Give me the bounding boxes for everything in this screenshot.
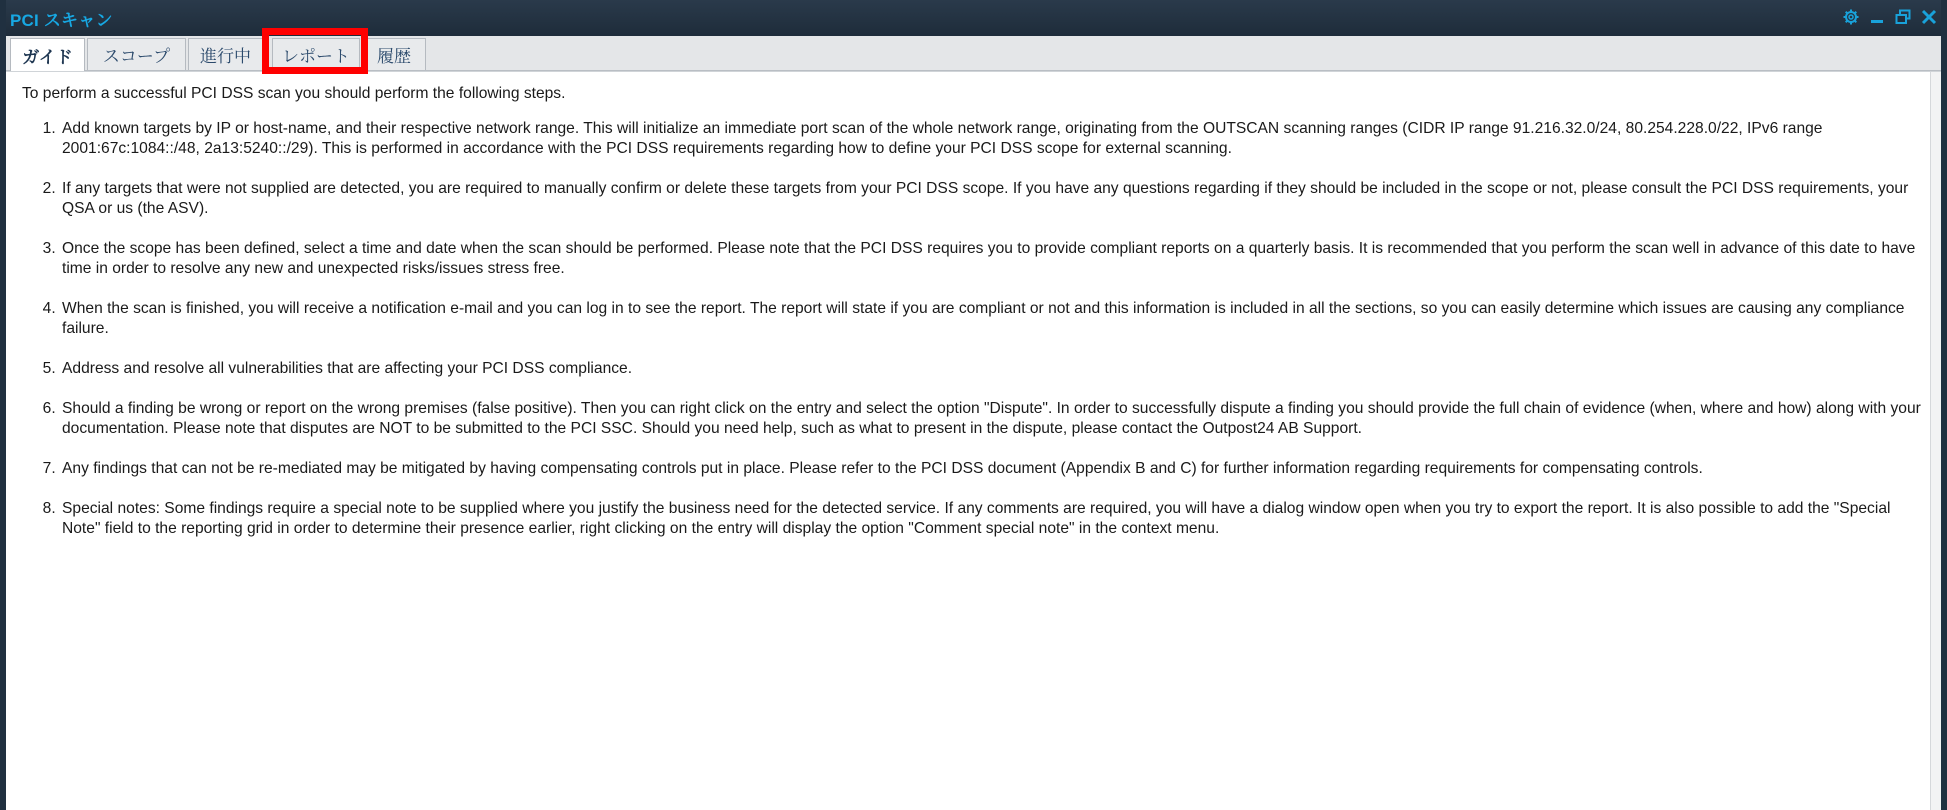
guide-intro: To perform a successful PCI DSS scan you should perform the following steps. <box>22 85 566 102</box>
guide-step: 8. Special notes: Some findings require a special note to be supplied where you justify the business need for the detected service. If any comments are required, you will have a dialog window open when you try to export the report. It is also possible to add the "Special Note" field to the reporting grid in order to determine their presence earlier, right clicking on the entry will display the option "Comment special note" in the context menu. <box>60 499 1928 539</box>
guide-step: 7. Any findings that can not be re-mediated may be mitigated by having compensating controls put in place. Please refer to the PCI DSS document (Appendix B and C) for further information regarding requirements for compensating controls. <box>60 459 1928 479</box>
guide-steps <box>22 119 1928 539</box>
window-title: PCI スキャン <box>10 10 113 30</box>
minimize-icon[interactable] <box>1867 6 1887 28</box>
guide-text <box>22 84 1928 559</box>
window-controls <box>1841 6 1939 28</box>
restore-icon[interactable] <box>1893 6 1913 28</box>
guide-step: 3. Once the scope has been defined, select a time and date when the scan should be performed. Please note that the PCI DSS requires you to provide compliant reports on a quarterly basis. It is recommended that you perform the scan well in advance of this date to have time in order to resolve any new and unexpected risks/issues stress free. <box>60 239 1928 279</box>
window-titlebar[interactable] <box>6 0 1941 36</box>
guide-step: 2. If any targets that were not supplied are detected, you are required to manually confirm or delete these targets from your PCI DSS scope. If you have any questions regarding if they should be included in the scope or not, please consult the PCI DSS requirements, your QSA or us (the ASV). <box>60 179 1928 219</box>
close-icon[interactable] <box>1919 6 1939 28</box>
tab-bar <box>6 36 1941 71</box>
guide-step: 5. Address and resolve all vulnerabilities that are affecting your PCI DSS compliance. <box>60 359 1928 379</box>
guide-step: 4. When the scan is finished, you will receive a notification e-mail and you can log in to see the report. The report will state if you are compliant or not and this information is included in all the sections, so you can easily determine which issues are causing any compliance failure. <box>60 299 1928 339</box>
gear-icon[interactable] <box>1841 6 1861 28</box>
guide-panel <box>6 71 1941 810</box>
guide-step: 6. Should a finding be wrong or report on the wrong premises (false positive). Then you can right click on the entry and select the option "Dispute". In order to successfully dispute a finding you should provide the full chain of evidence (when, where and how) along with your documentation. Please note that disputes are NOT to be submitted to the PCI SSC. Should you need help, such as what to present in the dispute, please contact the Outpost24 AB Support. <box>60 399 1928 439</box>
tab-scope[interactable]: スコープ <box>87 38 186 70</box>
tab-report[interactable]: レポート <box>272 38 360 70</box>
vertical-scrollbar[interactable] <box>1930 72 1941 810</box>
tab-in-progress[interactable]: 進行中 <box>188 38 263 70</box>
tab-guide[interactable]: ガイド <box>10 38 85 71</box>
guide-step: 1. Add known targets by IP or host-name, and their respective network range. This will initialize an immediate port scan of the whole network range, originating from the OUTSCAN scanning ranges (CIDR IP range 91.216.32.0/24, 80.254.228.0/22, IPv6 range 2001:67c:1084::/48, 2a13:5240::/29). This is performed in accordance with the PCI DSS requirements regarding how to define your PCI DSS scope for external scanning. <box>60 119 1928 159</box>
tab-history[interactable]: 履歴 <box>362 38 426 70</box>
